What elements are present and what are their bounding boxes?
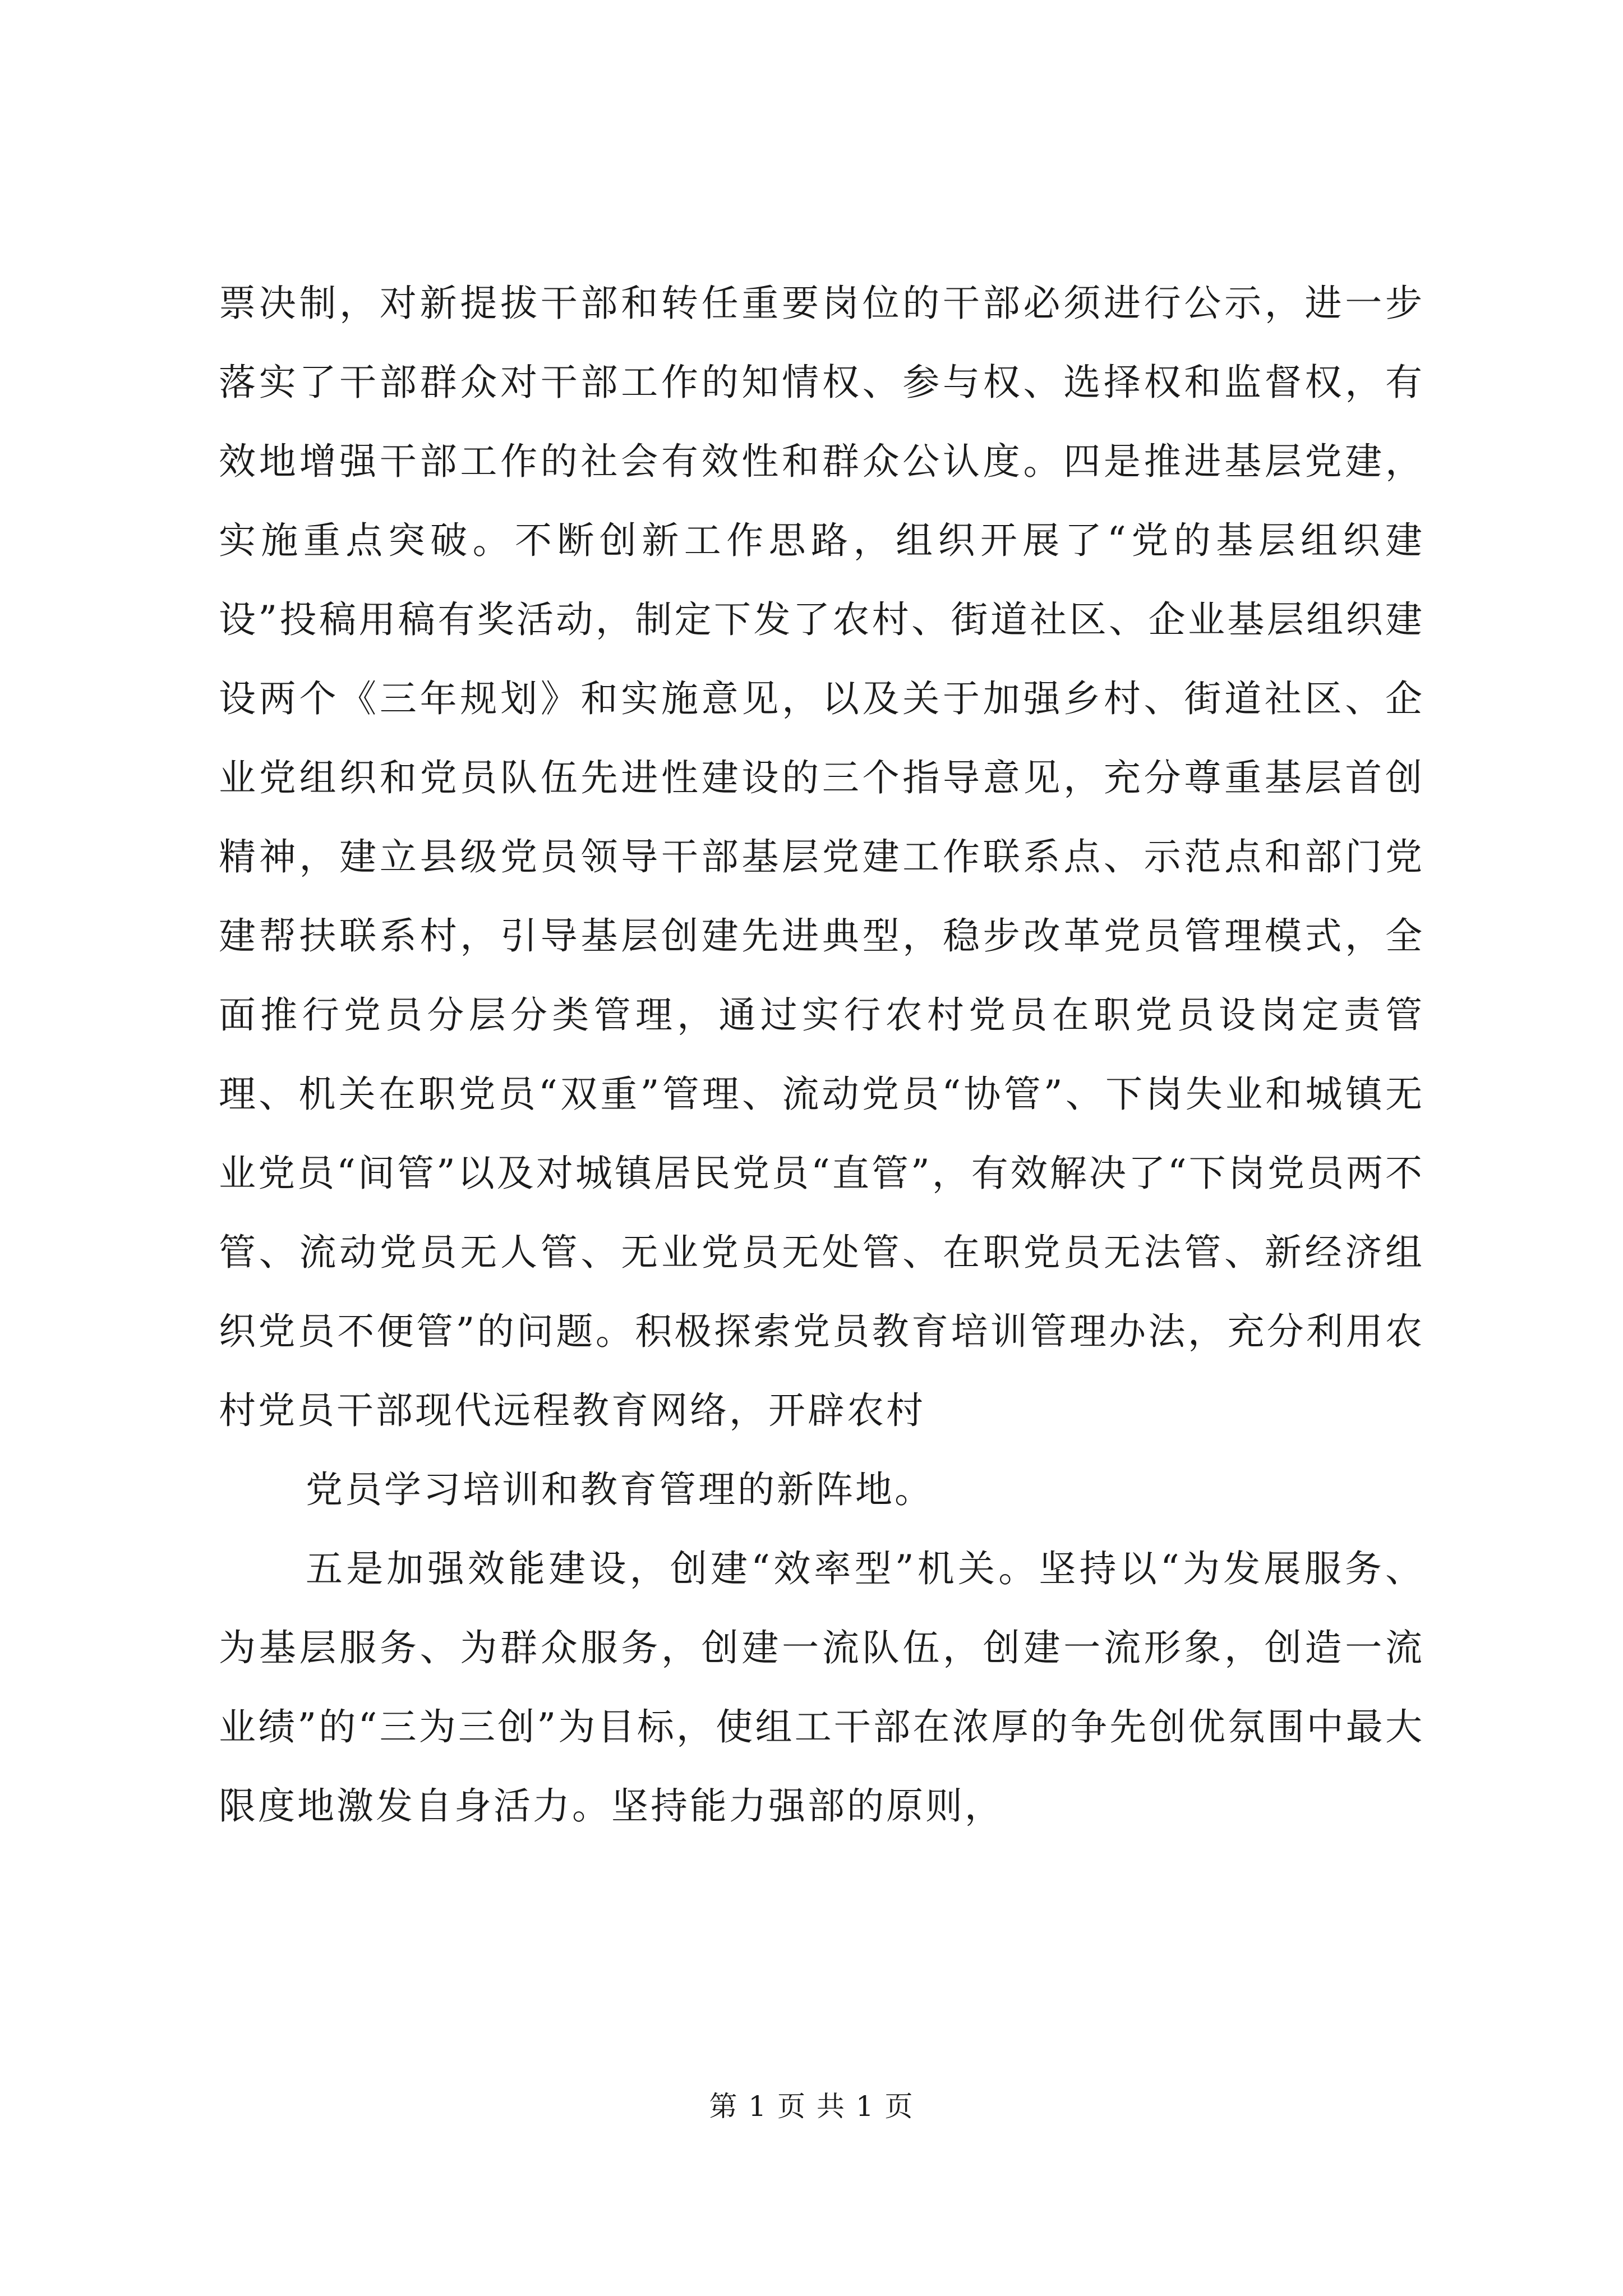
paragraph-2: 党员学习培训和教育管理的新阵地。	[306, 1468, 934, 1511]
document-body	[219, 264, 1424, 1846]
page-footer: 第 1 页 共 1 页	[709, 2090, 914, 2123]
paragraph-1: 票决制，对新提拔干部和转任重要岗位的干部必须进行公示，进一步落实了干部群众对干部工作的知情权、参与权、选择权和监督权，有效地增强干部工作的社会有效性和群众公认度。四是推进基层党建，实施重点突破。不断创新工作思路，组织开展了“党的基层组织建设”投稿用稿有奖活动，制定下发了农村、街道社区、企业基层组织建设两个《三年规划》和实施意见，以及关于加强乡村、街道社区、企业党组织和党员队伍先进性建设的三个指导意见，充分尊重基层首创精神，建立县级党员领导干部基层党建工作联系点、示范点和部门党建帮扶联系村，引导基层创建先进典型，稳步改革党员管理模式，全面推行党员分层分类管理，通过实行农村党员在职党员设岗定责管理、机关在职党员“双重”管理、流动党员“协管”、下岗失业和城镇无业党员“间管”以及对城镇居民党员“直管”，有效解决了“下岗党员两不管、流动党员无人管、无业党员无处管、在职党员无法管、新经济组织党员不便管”的问题。积极探索党员教育培训管理办法，充分利用农村党员干部现代远程教育网络，开辟农村	[219, 282, 1424, 1432]
paragraph-3: 五是加强效能建设，创建“效率型”机关。坚持以“为发展服务、为基层服务、为群众服务，创建一流队伍，创建一流形象，创造一流业绩”的“三为三创”为目标，使组工干部在浓厚的争先创优氛围中最大限度地激发自身活力。坚持能力强部的原则，	[219, 1547, 1424, 1828]
